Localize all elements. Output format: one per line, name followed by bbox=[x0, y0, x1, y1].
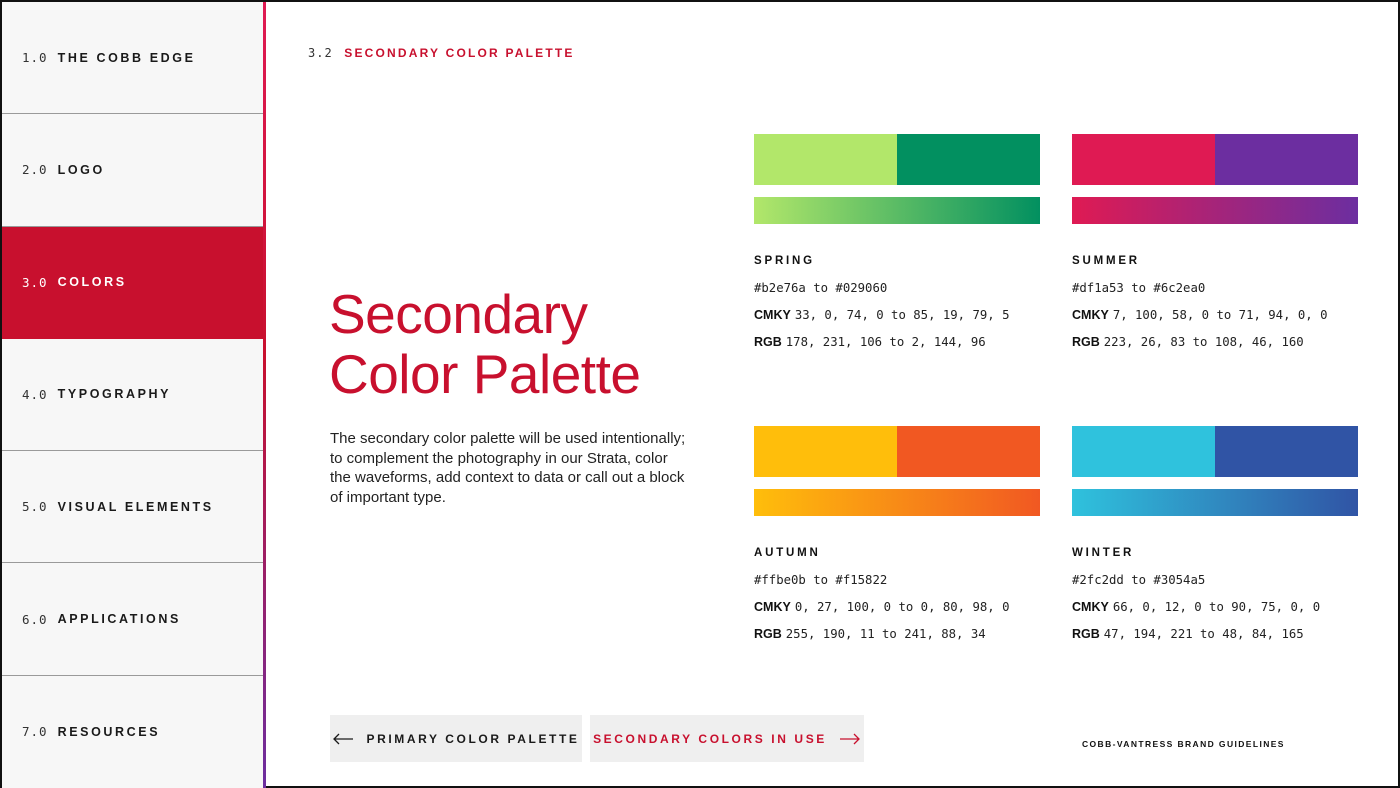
sidebar-item-label: TYPOGRAPHY bbox=[57, 387, 172, 402]
footer-brand-text: COBB-VANTRESS BRAND GUIDELINES bbox=[1082, 739, 1285, 749]
palette-autumn bbox=[754, 426, 1040, 641]
sidebar-divider bbox=[263, 2, 266, 788]
palette-rgb bbox=[1072, 335, 1358, 349]
sidebar-item-label: VISUAL ELEMENTS bbox=[57, 499, 214, 514]
intro-paragraph: The secondary color palette will be used intentionally; to complement the photography in our Strata, color the waveforms, add context to data or call out a block of important type. bbox=[330, 430, 686, 506]
gradient-bar bbox=[754, 489, 1040, 516]
palette-rgb bbox=[754, 627, 1040, 641]
next-page-label: SECONDARY COLORS IN USE bbox=[593, 731, 827, 746]
swatch-end bbox=[1215, 426, 1358, 477]
palette-summer bbox=[1072, 134, 1358, 349]
palette-cmyk bbox=[754, 308, 1040, 322]
sidebar-nav bbox=[2, 2, 263, 788]
breadcrumb-number: 3.2 bbox=[308, 46, 333, 60]
rgb-label: RGB bbox=[754, 627, 782, 641]
rgb-label: RGB bbox=[754, 335, 782, 349]
gradient-bar bbox=[754, 197, 1040, 224]
sidebar-item-label: LOGO bbox=[57, 162, 105, 177]
swatch-end bbox=[1215, 134, 1358, 185]
cmyk-value: 7, 100, 58, 0 to 71, 94, 0, 0 bbox=[1112, 308, 1328, 322]
sidebar-item-number: 1.0 bbox=[22, 50, 48, 66]
sidebar-item-applications[interactable] bbox=[2, 563, 263, 675]
previous-page-button[interactable] bbox=[330, 715, 582, 762]
cmyk-label: CMKY bbox=[754, 308, 791, 322]
rgb-value: 255, 190, 11 to 241, 88, 34 bbox=[785, 627, 986, 641]
swatch-pair bbox=[754, 134, 1040, 185]
cmyk-value: 0, 27, 100, 0 to 0, 80, 98, 0 bbox=[794, 600, 1010, 614]
breadcrumb-label: SECONDARY COLOR PALETTE bbox=[344, 46, 575, 60]
sidebar-item-visual-elements[interactable] bbox=[2, 451, 263, 563]
sidebar-item-label: THE COBB EDGE bbox=[57, 50, 196, 65]
page-title bbox=[329, 284, 689, 404]
palette-name: AUTUMN bbox=[754, 547, 821, 559]
rgb-value: 178, 231, 106 to 2, 144, 96 bbox=[785, 335, 986, 349]
cmyk-label: CMKY bbox=[1072, 308, 1109, 322]
swatch-start bbox=[1072, 134, 1215, 185]
sidebar-item-number: 5.0 bbox=[22, 499, 48, 515]
cmyk-value: 66, 0, 12, 0 to 90, 75, 0, 0 bbox=[1112, 600, 1321, 614]
rgb-value: 47, 194, 221 to 48, 84, 165 bbox=[1103, 627, 1304, 641]
sidebar-item-number: 7.0 bbox=[22, 724, 48, 740]
sidebar-item-label: RESOURCES bbox=[57, 724, 161, 739]
swatch-start bbox=[754, 134, 897, 185]
palette-hex: #2fc2dd to #3054a5 bbox=[1072, 573, 1206, 587]
cmyk-value: 33, 0, 74, 0 to 85, 19, 79, 5 bbox=[794, 308, 1010, 322]
swatch-end bbox=[897, 426, 1040, 477]
sidebar-item-number: 4.0 bbox=[22, 386, 48, 402]
palette-cmyk bbox=[754, 600, 1040, 614]
rgb-label: RGB bbox=[1072, 627, 1100, 641]
gradient-bar bbox=[1072, 197, 1358, 224]
next-page-button[interactable] bbox=[590, 715, 864, 762]
swatch-pair bbox=[754, 426, 1040, 477]
page-title-line-2: Color Palette bbox=[329, 343, 641, 405]
sidebar-item-number: 2.0 bbox=[22, 162, 48, 178]
palette-hex: #ffbe0b to #f15822 bbox=[754, 573, 888, 587]
swatch-start bbox=[754, 426, 897, 477]
arrow-right-icon bbox=[839, 733, 861, 745]
cmyk-label: CMKY bbox=[1072, 600, 1109, 614]
palette-hex: #df1a53 to #6c2ea0 bbox=[1072, 281, 1206, 295]
sidebar-item-colors[interactable] bbox=[2, 227, 263, 339]
page-title-line-1: Secondary bbox=[329, 283, 588, 345]
sidebar-item-label: COLORS bbox=[57, 275, 127, 290]
sidebar-item-typography[interactable] bbox=[2, 339, 263, 451]
swatch-pair bbox=[1072, 134, 1358, 185]
swatch-end bbox=[897, 134, 1040, 185]
arrow-left-icon bbox=[332, 733, 354, 745]
swatch-start bbox=[1072, 426, 1215, 477]
sidebar-item-logo[interactable] bbox=[2, 114, 263, 226]
previous-page-label: PRIMARY COLOR PALETTE bbox=[366, 731, 580, 746]
breadcrumb bbox=[308, 46, 575, 60]
sidebar-item-resources[interactable] bbox=[2, 676, 263, 788]
palette-rgb bbox=[754, 335, 1040, 349]
rgb-label: RGB bbox=[1072, 335, 1100, 349]
sidebar-item-number: 6.0 bbox=[22, 611, 48, 627]
palette-spring bbox=[754, 134, 1040, 349]
gradient-bar bbox=[1072, 489, 1358, 516]
sidebar-item-the-cobb-edge[interactable] bbox=[2, 2, 263, 114]
palette-name: WINTER bbox=[1072, 547, 1135, 559]
palette-cmyk bbox=[1072, 308, 1358, 322]
swatch-pair bbox=[1072, 426, 1358, 477]
palette-name: SPRING bbox=[754, 255, 815, 267]
rgb-value: 223, 26, 83 to 108, 46, 160 bbox=[1103, 335, 1304, 349]
sidebar-item-number: 3.0 bbox=[22, 274, 48, 290]
cmyk-label: CMKY bbox=[754, 600, 791, 614]
palette-name: SUMMER bbox=[1072, 255, 1140, 267]
palette-winter bbox=[1072, 426, 1358, 641]
palette-cmyk bbox=[1072, 600, 1358, 614]
palette-rgb bbox=[1072, 627, 1358, 641]
sidebar-item-label: APPLICATIONS bbox=[57, 612, 181, 627]
palette-hex: #b2e76a to #029060 bbox=[754, 281, 888, 295]
